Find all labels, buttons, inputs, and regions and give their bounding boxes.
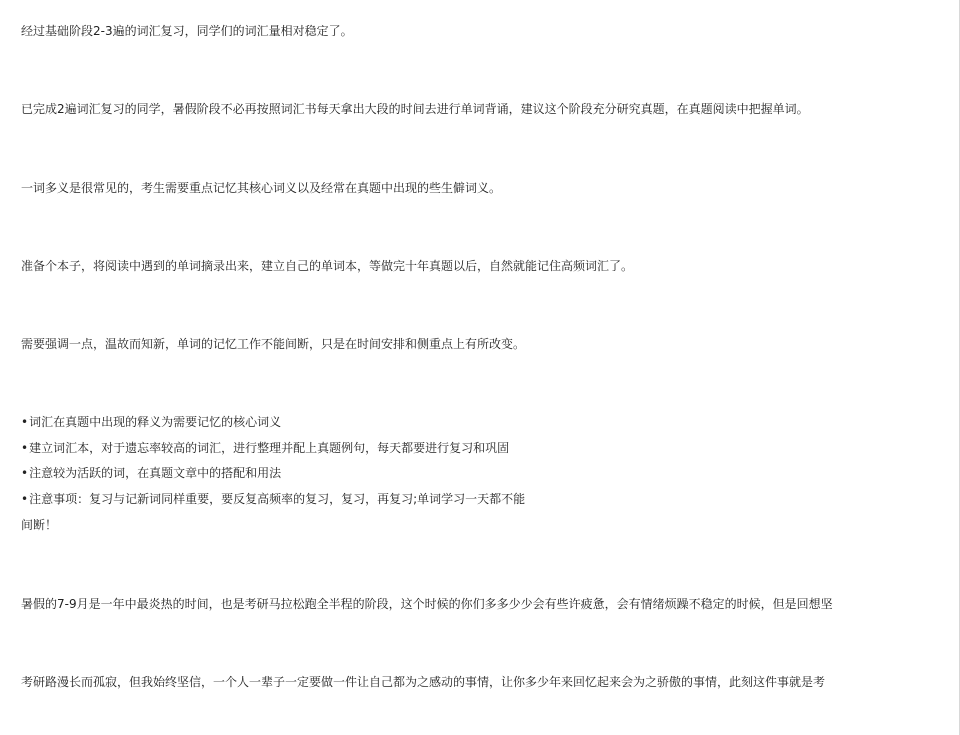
paragraph-persistence: 考研路漫长而孤寂，但我始终坚信，一个人一辈子一定要做一件让自己都为之感动的事情，让你多少年来回忆起来会为之骄傲的事情，此刻这件事就是考 <box>21 675 826 689</box>
paragraph-vocab-stable: 经过基础阶段2-3遍的词汇复习，同学们的词汇量相对稳定了。 <box>21 24 353 38</box>
paragraph-polysemy: 一词多义是很常见的，考生需要重点记忆其核心词义以及经常在真题中出现的些生僻词义。 <box>21 181 502 195</box>
paragraph-notebook: 准备个本子，将阅读中遇到的单词摘录出来，建立自己的单词本，等做完十年真题以后，自然就能记住高频词汇了。 <box>21 259 634 273</box>
list-item: • 注意事项：复习与记新词同样重要，要反复高频率的复习，复习，再复习;单词学习一天都不能 <box>21 491 525 508</box>
list-item: • 词汇在真题中出现的释义为需要记忆的核心词义 <box>21 414 281 431</box>
paragraph-summer-heat: 暑假的7-9月是一年中最炎热的时间，也是考研马拉松跑全半程的阶段，这个时候的你们多多少少会有些许疲惫，会有情绪烦躁不稳定的时候，但是回想坚 <box>21 597 833 611</box>
list-item-continuation: 间断！ <box>21 518 58 532</box>
paragraph-review: 需要强调一点，温故而知新，单词的记忆工作不能间断，只是在时间安排和侧重点上有所改变。 <box>21 337 526 351</box>
list-item: • 注意较为活跃的词，在真题文章中的搭配和用法 <box>21 465 281 482</box>
list-item: • 建立词汇本，对于遗忘率较高的词汇，进行整理并配上真题例句，每天都要进行复习和巩固 <box>21 440 509 457</box>
paragraph-summer-study: 已完成2遍词汇复习的同学，暑假阶段不必再按照词汇书每天拿出大段的时间去进行单词背诵，建议这个阶段充分研究真题，在真题阅读中把握单词。 <box>21 102 809 116</box>
